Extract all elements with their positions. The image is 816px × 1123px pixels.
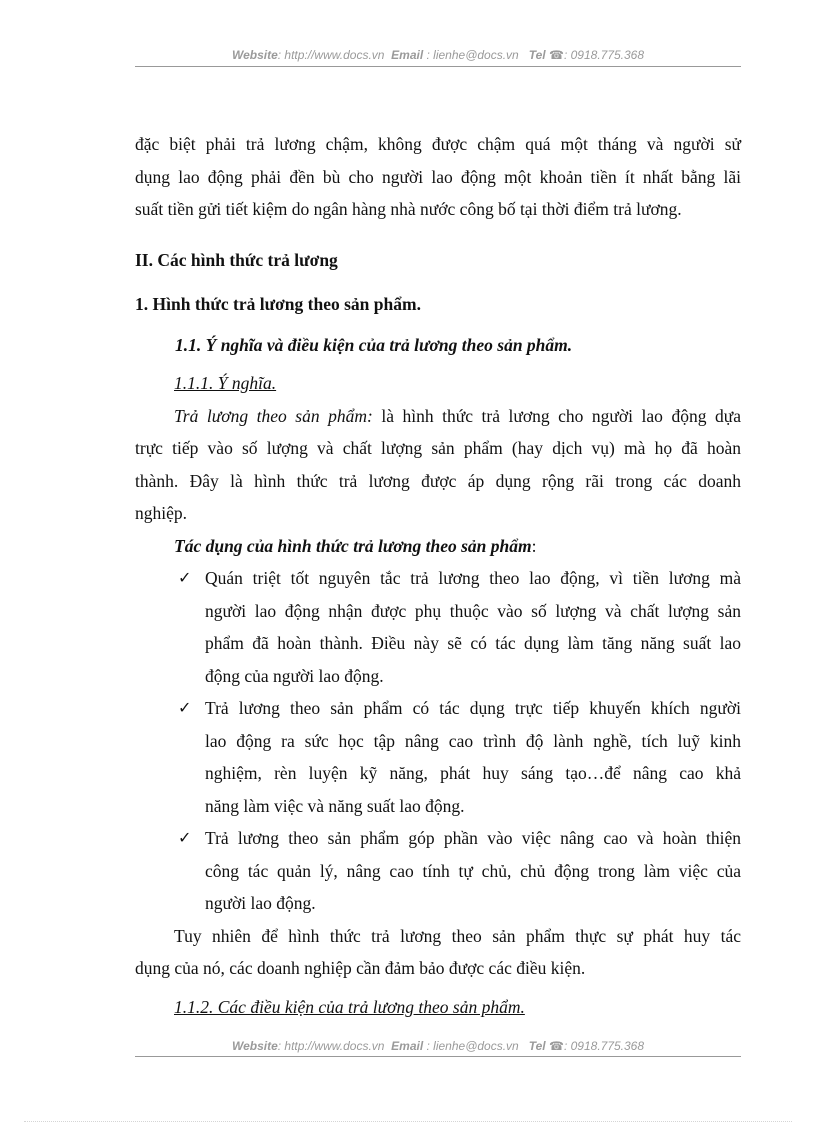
- email-value[interactable]: : lienhe@docs.vn: [426, 48, 519, 62]
- intro-line: đặc biệt phải trả lương chậm, không được chậm quá một tháng và người sử: [135, 134, 741, 154]
- effects-heading: [135, 530, 741, 563]
- bullet-line: công tác quản lý, nâng cao tính tự chủ, chủ động trong làm việc của: [205, 860, 741, 881]
- bullet-line: phẩm đã hoàn thành. Điều này sẽ có tác dụng làm tăng năng suất lao: [205, 633, 741, 653]
- bullet-item: ✓ Trả lương theo sản phẩm có tác dụng trực tiếp khuyến khích người: [135, 692, 741, 725]
- bullet-line: người lao động nhận được phụ thuộc vào số lượng và chất lượng sản: [205, 600, 741, 621]
- subsection-heading-1-1-2: [135, 991, 741, 1024]
- intro-line: suất tiền gửi tiết kiệm do ngân hàng nhà nước công bố tại thời điểm trả lương.: [135, 199, 682, 219]
- page-footer: [135, 1039, 741, 1053]
- bullet-line: nghiệm, rèn luyện kỹ năng, phát huy sáng tạo…để nâng cao khả: [205, 763, 741, 783]
- email-label: Email: [391, 1039, 424, 1053]
- effects-title: Tác dụng của hình thức trả lương theo sản phẩm: [174, 535, 532, 556]
- bullet-item: ✓ Trả lương theo sản phẩm góp phần vào việc nâng cao và hoàn thiện: [135, 822, 741, 855]
- tel-label: Tel: [528, 1039, 546, 1053]
- checkmark-icon: ✓: [178, 568, 192, 587]
- heading-text: 1.1.2. Các điều kiện của trả lương theo sản phẩm.: [174, 996, 525, 1017]
- section-heading-1: 1. Hình thức trả lương theo sản phẩm.: [135, 294, 421, 314]
- section-heading-2: II. Các hình thức trả lương: [135, 249, 338, 270]
- bullet-line: người lao động.: [205, 893, 316, 913]
- document-body: [135, 128, 741, 1023]
- definition-term: Trả lương theo sản phẩm:: [174, 405, 373, 426]
- website-label: Website: [231, 1039, 278, 1053]
- website-label: Website: [231, 48, 278, 62]
- tel-label: Tel: [528, 48, 546, 62]
- phone-icon: ☎: [549, 48, 564, 62]
- definition-line: nghiệp.: [135, 503, 188, 523]
- website-value[interactable]: : http://www.docs.vn: [277, 48, 385, 62]
- effects-colon: :: [531, 535, 537, 556]
- bullet-line: lao động ra sức học tập nâng cao trình độ lành nghề, tích luỹ kinh: [205, 730, 741, 751]
- page-header: [135, 48, 741, 62]
- bullet-line: động của người lao động.: [205, 665, 384, 686]
- tel-value: : 0918.775.368: [563, 1039, 645, 1053]
- page-border: [24, 1121, 792, 1122]
- however-line: Tuy nhiên để hình thức trả lương theo sản phẩm thực sự phát huy tác: [174, 925, 741, 946]
- however-line: dụng của nó, các doanh nghiệp cần đảm bảo được các điều kiện.: [135, 958, 586, 978]
- heading-text: 1.1.1. Ý nghĩa.: [174, 373, 277, 393]
- header-divider: [135, 66, 741, 67]
- email-value[interactable]: : lienhe@docs.vn: [426, 1039, 519, 1053]
- subsection-heading-1-1-1: [135, 367, 741, 400]
- phone-icon: ☎: [549, 1039, 564, 1053]
- intro-line: dụng lao động phải đền bù cho người lao động một khoản tiền ít nhất bằng lãi: [135, 166, 741, 187]
- email-label: Email: [391, 48, 424, 62]
- checkmark-icon: ✓: [178, 698, 192, 717]
- website-value[interactable]: : http://www.docs.vn: [277, 1039, 385, 1053]
- footer-divider: [135, 1056, 741, 1057]
- checkmark-icon: ✓: [178, 828, 192, 847]
- subsection-heading-1-1: 1.1. Ý nghĩa và điều kiện của trả lương theo sản phẩm.: [175, 334, 573, 355]
- definition-line: trực tiếp vào số lượng và chất lượng sản phẩm (hay dịch vụ) mà họ đã hoàn: [135, 438, 741, 458]
- tel-value: : 0918.775.368: [563, 48, 645, 62]
- bullet-line: năng làm việc và năng suất lao động.: [205, 795, 465, 816]
- definition-text: là hình thức trả lương cho người lao động dựa: [372, 405, 741, 426]
- definition-line: thành. Đây là hình thức trả lương được áp dụng rộng rãi trong các doanh: [135, 470, 741, 491]
- bullet-item: ✓ Quán triệt tốt nguyên tắc trả lương theo lao động, vì tiền lương mà: [135, 562, 741, 595]
- definition-line: [135, 400, 741, 433]
